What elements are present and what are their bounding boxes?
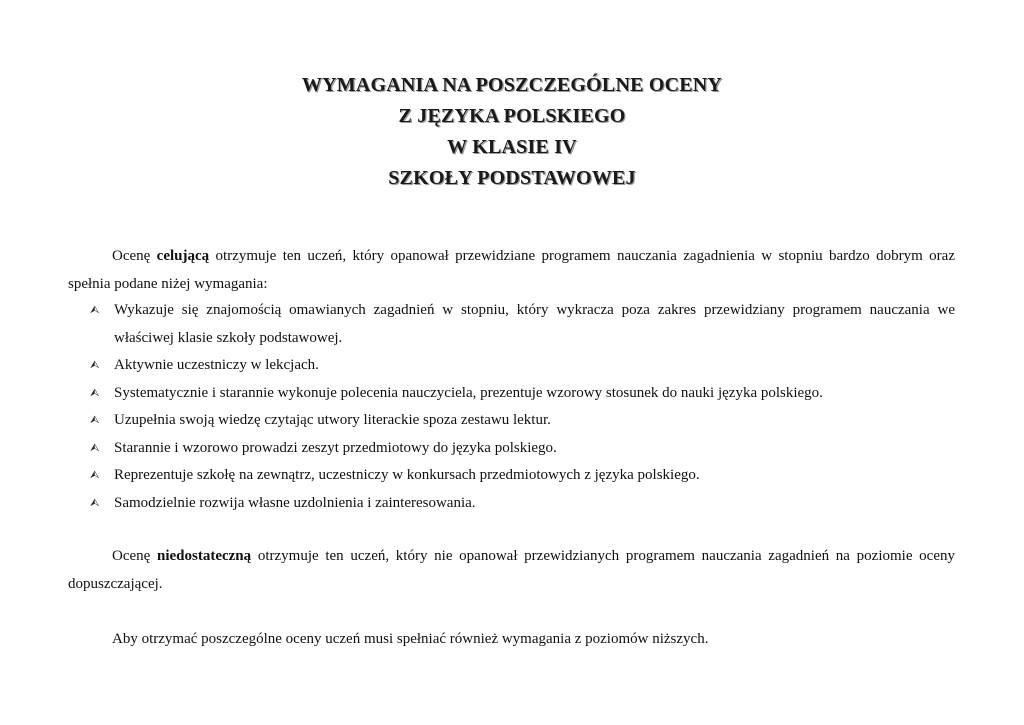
paragraph-celujaca	[68, 243, 955, 298]
list-item	[88, 435, 955, 463]
list-item-text: Samodzielnie rozwija własne uzdolnienia i zainteresowania.	[114, 494, 476, 511]
paragraph-note: Aby otrzymać poszczególne oceny uczeń musi spełniać również wymagania z poziomów niższych.	[112, 631, 709, 647]
list-item-text: Uzupełnia swoją wiedzę czytając utwory literackie spoza zestawu lektur.	[114, 412, 551, 428]
pick-icon: ⮙	[90, 469, 100, 481]
pick-icon: ⮙	[90, 359, 100, 371]
list-item	[88, 380, 955, 408]
list-item-text: Systematycznie i starannie wykonuje polecenia nauczyciela, prezentuje wzorowy stosunek do nauki języka polskiego.	[114, 384, 823, 401]
grade-name: celującą	[156, 248, 210, 264]
list-item	[88, 490, 955, 518]
list-item	[88, 352, 955, 380]
grade-name: niedostateczną	[157, 548, 252, 564]
list-item	[88, 297, 955, 352]
requirements-list	[88, 297, 955, 517]
title-line-4: SZKOŁY PODSTAWOWEJ	[388, 167, 636, 189]
title-line-1: WYMAGANIA NA POSZCZEGÓLNE OCENY	[301, 74, 723, 96]
list-item	[88, 407, 955, 435]
paragraph-text: Ocenę	[112, 248, 157, 264]
pick-icon: ⮙	[90, 496, 100, 509]
pick-icon: ⮙	[90, 441, 100, 454]
pick-icon: ⮙	[90, 304, 100, 316]
list-item-text: Starannie i wzorowo prowadzi zeszyt przedmiotowy do języka polskiego.	[114, 439, 557, 456]
pick-icon: ⮙	[90, 414, 100, 426]
list-item-text: Wykazuje się znajomością omawianych zagadnień w stopniu, który wykracza poza zakres przewidziany programem nauczania we właściwej klasie szkoły podstawowej.	[114, 302, 955, 346]
title-line-2: Z JĘZYKA POLSKIEGO	[398, 105, 626, 127]
paragraph-text: otrzymuje ten uczeń, który opanował przewidziane programem nauczania zagadnienia w stopniu bardzo dobrym oraz spełnia podane niżej wymagania:	[68, 248, 955, 292]
list-item-text: Reprezentuje szkołę na zewnątrz, uczestniczy w konkursach przedmiotowych z języka polskiego.	[114, 467, 700, 483]
pick-icon: ⮙	[90, 386, 100, 399]
paragraph-text: Ocenę	[112, 548, 157, 564]
list-item	[88, 462, 955, 490]
title-line-3: W KLASIE IV	[447, 136, 577, 158]
document-title	[0, 70, 1024, 194]
paragraph-text: otrzymuje ten uczeń, który nie opanował przewidzianych programem nauczania zagadnień na poziomie oceny dopuszczającej.	[68, 548, 955, 592]
list-item-text: Aktywnie uczestniczy w lekcjach.	[114, 357, 319, 373]
paragraph-niedostateczna	[68, 543, 955, 598]
